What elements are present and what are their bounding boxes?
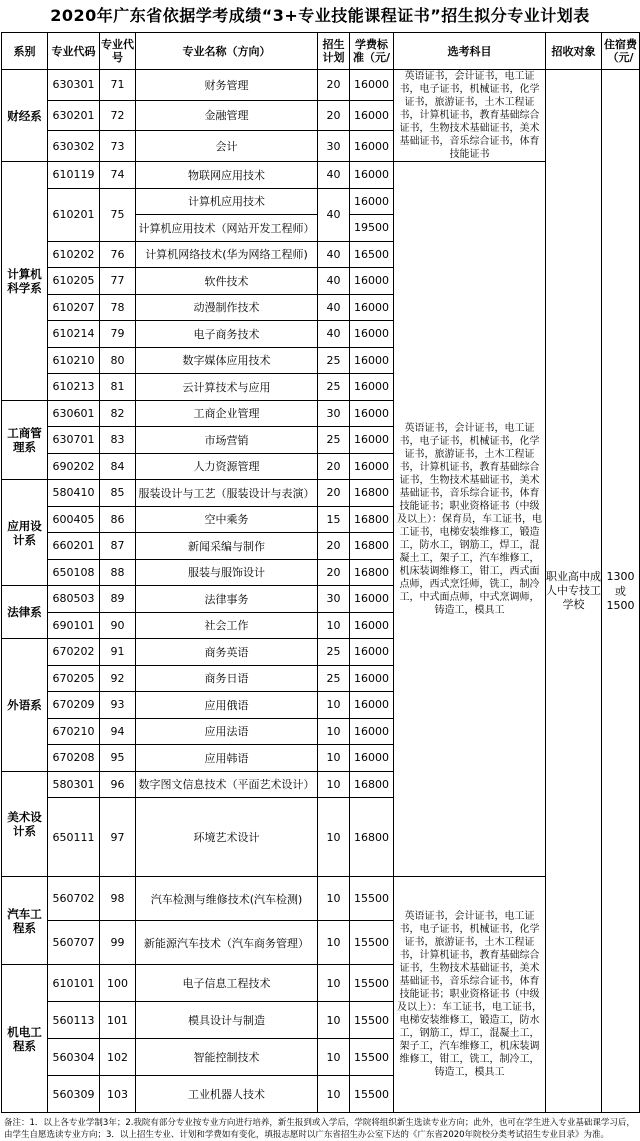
name-cell: 空中乘务: [136, 506, 318, 533]
code-cell: 560707: [48, 921, 100, 965]
num-cell: 85: [100, 480, 136, 507]
fee-cell: 16000: [350, 374, 394, 401]
num-cell: 84: [100, 453, 136, 480]
dept-cell: 应用设计系: [2, 480, 48, 586]
plan-cell: 40: [318, 188, 350, 241]
plan-cell: 25: [318, 374, 350, 401]
fee-cell: 16800: [350, 506, 394, 533]
fee-cell: 16000: [350, 612, 394, 639]
name-cell: 软件技术: [136, 268, 318, 295]
plan-cell: 20: [318, 100, 350, 131]
name-cell: 新能源汽车技术（汽车商务管理）: [136, 921, 318, 965]
code-cell: 630601: [48, 400, 100, 427]
fee-cell: 15500: [350, 1076, 394, 1113]
plan-cell: 10: [318, 745, 350, 772]
plan-cell: 10: [318, 612, 350, 639]
fee-cell: 15500: [350, 877, 394, 921]
name-cell: 电子商务技术: [136, 321, 318, 348]
num-cell: 72: [100, 100, 136, 131]
dorm-cell: 1300或1500: [602, 70, 640, 1113]
code-cell: 650108: [48, 559, 100, 586]
num-cell: 71: [100, 70, 136, 101]
code-cell: 580410: [48, 480, 100, 507]
fee-cell: 16000: [350, 639, 394, 666]
table-row: [2, 70, 640, 101]
plan-cell: 10: [318, 692, 350, 719]
fee-cell: 16800: [350, 480, 394, 507]
code-cell: 670202: [48, 639, 100, 666]
code-cell: 670208: [48, 745, 100, 772]
subjects-cell: 英语证书，会计证书，电工证书，电子证书，机械证书，化学证书，旅游证书，土木工程证书，计算机证书，教育基础综合证书，生物技术基础证书，美术基础证书，音乐综合证书，体育技能证书；职业资格证书（中级及以上）：保育员，车工证书，电工证书，电梯安装维修工，锻造工，防水工，钢筋工，焊工，混凝土工，架子工，汽车维修工，机床装调维修工，钳工，西式面点师，西式烹饪师，铣工，制冷工，中式面点师，中式烹调师，铸造工，模具工: [394, 162, 546, 877]
name-cell: 应用俄语: [136, 692, 318, 719]
plan-cell: 10: [318, 1002, 350, 1039]
plan-cell: 25: [318, 639, 350, 666]
fee-cell: 16000: [350, 70, 394, 101]
dept-cell: 机电工程系: [2, 965, 48, 1113]
fee-cell: 16000: [350, 294, 394, 321]
name-cell: 计算机应用技术（网站开发工程师）: [136, 215, 318, 242]
name-cell: 会计: [136, 131, 318, 162]
num-cell: 101: [100, 1002, 136, 1039]
plan-cell: 20: [318, 453, 350, 480]
name-cell: 社会工作: [136, 612, 318, 639]
fee-cell: 16000: [350, 718, 394, 745]
name-cell: 云计算技术与应用: [136, 374, 318, 401]
name-cell: 人力资源管理: [136, 453, 318, 480]
fee-cell: 16000: [350, 162, 394, 189]
name-cell: 计算机应用技术: [136, 188, 318, 215]
code-cell: 690101: [48, 612, 100, 639]
num-cell: 89: [100, 586, 136, 613]
fee-cell: 16000: [350, 268, 394, 295]
code-cell: 610210: [48, 347, 100, 374]
page-title: 2020年广东省依据学考成绩“3+专业技能课程证书”招生拟分专业计划表: [50, 6, 590, 25]
dept-cell: 计算机科学系: [2, 162, 48, 401]
num-cell: 87: [100, 533, 136, 560]
name-cell: 法律事务: [136, 586, 318, 613]
code-cell: 610202: [48, 241, 100, 268]
code-cell: 630302: [48, 131, 100, 162]
code-cell: 610101: [48, 965, 100, 1002]
num-cell: 103: [100, 1076, 136, 1113]
plan-cell: 20: [318, 533, 350, 560]
num-cell: 74: [100, 162, 136, 189]
plan-cell: 40: [318, 268, 350, 295]
plan-cell: 40: [318, 294, 350, 321]
num-cell: 96: [100, 771, 136, 798]
num-cell: 92: [100, 665, 136, 692]
name-cell: 电子信息工程技术: [136, 965, 318, 1002]
fee-cell: 16000: [350, 321, 394, 348]
name-cell: 工商企业管理: [136, 400, 318, 427]
col-header-target: 招收对象: [546, 33, 602, 70]
num-cell: 98: [100, 877, 136, 921]
name-cell: 商务英语: [136, 639, 318, 666]
plan-cell: 10: [318, 921, 350, 965]
fee-cell: 16000: [350, 347, 394, 374]
code-cell: 680503: [48, 586, 100, 613]
name-cell: 物联网应用技术: [136, 162, 318, 189]
name-cell: 数字图文信息技术（平面艺术设计）: [136, 771, 318, 798]
num-cell: 81: [100, 374, 136, 401]
fee-cell: 16000: [350, 745, 394, 772]
num-cell: 79: [100, 321, 136, 348]
name-cell: 动漫制作技术: [136, 294, 318, 321]
code-cell: 600405: [48, 506, 100, 533]
code-cell: 670209: [48, 692, 100, 719]
col-header-code: 专业代码: [48, 33, 100, 70]
name-cell: 汽车检测与维修技术(汽车检测): [136, 877, 318, 921]
code-cell: 630301: [48, 70, 100, 101]
fee-cell: 16000: [350, 131, 394, 162]
fee-cell: 15500: [350, 1039, 394, 1076]
num-cell: 78: [100, 294, 136, 321]
num-cell: 100: [100, 965, 136, 1002]
table-row: [2, 877, 640, 921]
plan-cell: 25: [318, 347, 350, 374]
code-cell: 610213: [48, 374, 100, 401]
header-row: [2, 33, 640, 70]
num-cell: 91: [100, 639, 136, 666]
code-cell: 610205: [48, 268, 100, 295]
name-cell: 应用法语: [136, 718, 318, 745]
code-cell: 560113: [48, 1002, 100, 1039]
plan-cell: 10: [318, 798, 350, 877]
name-cell: 新闻采编与制作: [136, 533, 318, 560]
plan-cell: 40: [318, 241, 350, 268]
num-cell: 73: [100, 131, 136, 162]
code-cell: 580301: [48, 771, 100, 798]
code-cell: 610119: [48, 162, 100, 189]
fee-cell: 16800: [350, 798, 394, 877]
code-cell: 560702: [48, 877, 100, 921]
target-cell: 职业高中成人中专技工学校: [546, 70, 602, 1113]
fee-cell: 16800: [350, 771, 394, 798]
fee-cell: 16000: [350, 427, 394, 454]
code-cell: 610201: [48, 188, 100, 241]
num-cell: 88: [100, 559, 136, 586]
num-cell: 83: [100, 427, 136, 454]
num-cell: 102: [100, 1039, 136, 1076]
plan-cell: 10: [318, 1039, 350, 1076]
name-cell: 服装设计与工艺（服装设计与表演）: [136, 480, 318, 507]
plan-cell: 10: [318, 1076, 350, 1113]
dept-cell: 财经系: [2, 70, 48, 162]
name-cell: 服装与服饰设计: [136, 559, 318, 586]
col-header-subjects: 选考科目: [394, 33, 546, 70]
plan-cell: 10: [318, 965, 350, 1002]
fee-cell: 19500: [350, 215, 394, 242]
num-cell: 80: [100, 347, 136, 374]
code-cell: 560309: [48, 1076, 100, 1113]
fee-cell: 16000: [350, 692, 394, 719]
name-cell: 智能控制技术: [136, 1039, 318, 1076]
col-header-num: 专业代号: [100, 33, 136, 70]
code-cell: 670210: [48, 718, 100, 745]
code-cell: 560304: [48, 1039, 100, 1076]
fee-cell: 15500: [350, 965, 394, 1002]
dept-cell: 汽车工程系: [2, 877, 48, 965]
name-cell: 财务管理: [136, 70, 318, 101]
name-cell: 环境艺术设计: [136, 798, 318, 877]
code-cell: 650111: [48, 798, 100, 877]
dept-cell: 法律系: [2, 586, 48, 639]
plan-cell: 10: [318, 718, 350, 745]
dept-cell: 美术设计系: [2, 771, 48, 877]
enrollment-plan-table: [1, 32, 640, 1113]
fee-cell: 16000: [350, 453, 394, 480]
col-header-dept: 系别: [2, 33, 48, 70]
plan-cell: 30: [318, 586, 350, 613]
name-cell: 应用韩语: [136, 745, 318, 772]
num-cell: 97: [100, 798, 136, 877]
name-cell: 数字媒体应用技术: [136, 347, 318, 374]
dept-cell: 外语系: [2, 639, 48, 772]
name-cell: 商务日语: [136, 665, 318, 692]
col-header-plan: 招生计划: [318, 33, 350, 70]
name-cell: 模具设计与制造: [136, 1002, 318, 1039]
plan-cell: 40: [318, 162, 350, 189]
fee-cell: 16800: [350, 533, 394, 560]
plan-cell: 20: [318, 480, 350, 507]
fee-cell: 16800: [350, 559, 394, 586]
num-cell: 76: [100, 241, 136, 268]
fee-cell: 15500: [350, 921, 394, 965]
plan-cell: 30: [318, 400, 350, 427]
col-header-fee: 学费标准（元/: [350, 33, 394, 70]
name-cell: 市场营销: [136, 427, 318, 454]
code-cell: 610214: [48, 321, 100, 348]
plan-cell: 10: [318, 771, 350, 798]
num-cell: 77: [100, 268, 136, 295]
fee-cell: 16000: [350, 665, 394, 692]
num-cell: 82: [100, 400, 136, 427]
code-cell: 690202: [48, 453, 100, 480]
name-cell: 金融管理: [136, 100, 318, 131]
plan-cell: 15: [318, 506, 350, 533]
subjects-cell: 英语证书，会计证书，电工证书，电子证书，机械证书，化学证书，旅游证书，土木工程证书，计算机证书，教育基础综合证书，生物技术基础证书，美术基础证书，音乐综合证书，体育技能证书: [394, 70, 546, 162]
plan-cell: 30: [318, 131, 350, 162]
fee-cell: 16000: [350, 100, 394, 131]
dept-cell: 工商管理系: [2, 400, 48, 480]
fee-cell: 16000: [350, 400, 394, 427]
table-row: [2, 162, 640, 189]
num-cell: 75: [100, 188, 136, 241]
footnote: 备注：1．以上各专业学制3年；2.我院有部分专业按专业方向进行培养，新生报到或入学后，学院将组织新生选读专业方向；此外，也可在学生进入专业基础课学习后，由学生自愿选读专业方向；3．以上招生专业、计划和学费如有变化，填报志愿时以广东省招生办公室下达的《广东省2020年院校分类考试招生专业目录》为准。: [4, 1118, 635, 1140]
num-cell: 95: [100, 745, 136, 772]
col-header-dorm: 住宿费（元/: [602, 33, 640, 70]
subjects-cell: 英语证书，会计证书，电工证书，电子证书，机械证书，化学证书，旅游证书，土木工程证书，计算机证书，教育基础综合证书，生物技术基础证书，美术基础证书，音乐综合证书，体育技能证书；职业资格证书（中级及以上）：车工证书，电工证书，电梯安装维修工，锻造工，防水工，钢筋工，焊工，混凝土工，架子工，汽车维修工，机床装调维修工，钳工，铣工，制冷工，铸造工，模具工: [394, 877, 546, 1113]
fee-cell: 16500: [350, 241, 394, 268]
num-cell: 93: [100, 692, 136, 719]
num-cell: 99: [100, 921, 136, 965]
plan-cell: 20: [318, 70, 350, 101]
code-cell: 630201: [48, 100, 100, 131]
plan-cell: 25: [318, 665, 350, 692]
plan-cell: 40: [318, 321, 350, 348]
col-header-name: 专业名称（方向）: [136, 33, 318, 70]
num-cell: 90: [100, 612, 136, 639]
fee-cell: 15500: [350, 1002, 394, 1039]
code-cell: 610207: [48, 294, 100, 321]
code-cell: 670205: [48, 665, 100, 692]
plan-cell: 10: [318, 877, 350, 921]
code-cell: 660201: [48, 533, 100, 560]
num-cell: 86: [100, 506, 136, 533]
fee-cell: 16000: [350, 188, 394, 215]
name-cell: 计算机网络技术(华为网络工程师): [136, 241, 318, 268]
name-cell: 工业机器人技术: [136, 1076, 318, 1113]
plan-cell: 25: [318, 427, 350, 454]
plan-cell: 20: [318, 559, 350, 586]
code-cell: 630701: [48, 427, 100, 454]
num-cell: 94: [100, 718, 136, 745]
fee-cell: 16000: [350, 586, 394, 613]
